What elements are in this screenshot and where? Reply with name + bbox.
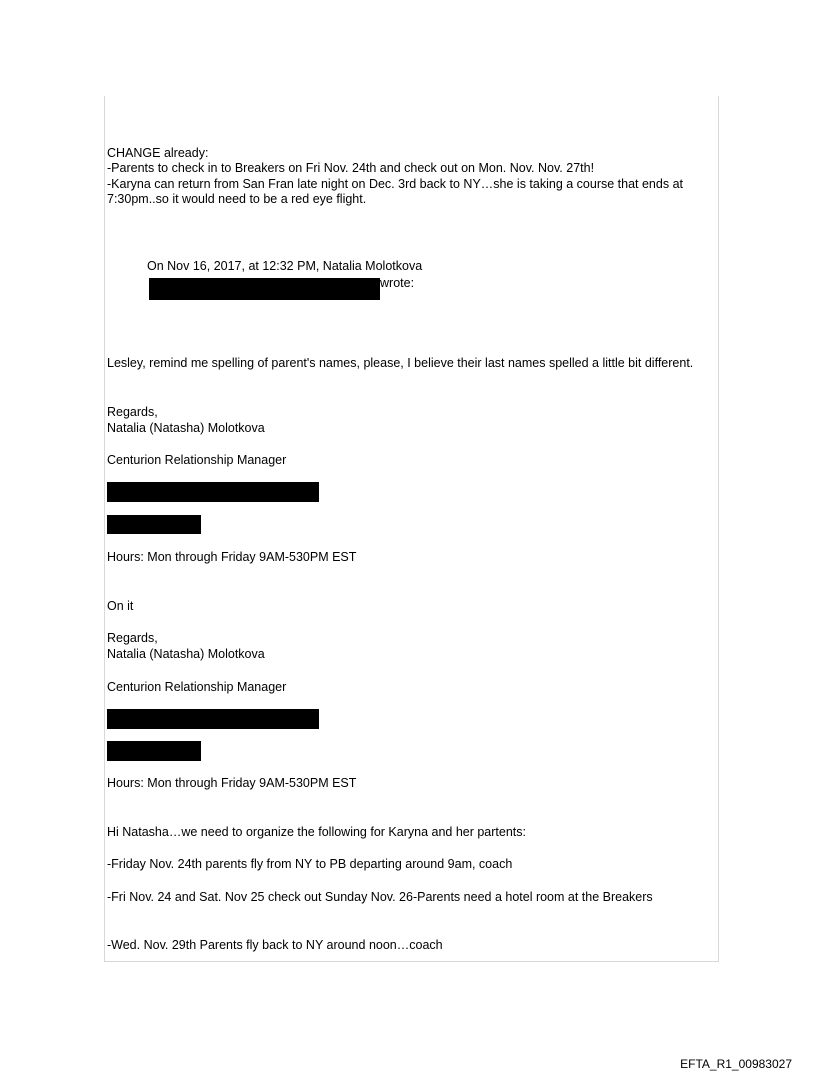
redaction-phone-1 (107, 515, 201, 534)
message2-signature-title: Centurion Relationship Manager (107, 680, 287, 694)
message1-signature-title: Centurion Relationship Manager (107, 453, 287, 467)
message3-intro: Hi Natasha…we need to organize the following for Karyna and her partents: (107, 825, 526, 839)
message1-hours: Hours: Mon through Friday 9AM-530PM EST (107, 550, 357, 564)
message1-signature-name: Natalia (Natasha) Molotkova (107, 421, 265, 435)
message1-body: Lesley, remind me spelling of parent's names, please, I believe their last names spelled a little bit different. (107, 356, 694, 370)
message3-item-flight-out: -Friday Nov. 24th parents fly from NY to PB departing around 9am, coach (107, 857, 513, 871)
document-id: EFTA_R1_00983027 (680, 1057, 792, 1071)
redaction-email (149, 278, 380, 300)
quote-wrote: wrote: (380, 276, 415, 290)
change-line-parents: -Parents to check in to Breakers on Fri Nov. 24th and check out on Mon. Nov. Nov. 27th! (107, 161, 595, 175)
change-heading: CHANGE already: (107, 146, 209, 160)
change-line-karyna: -Karyna can return from San Fran late night on Dec. 3rd back to NY…she is taking a course that ends at 7:30pm..so it would need to be a red eye flight. (107, 177, 683, 206)
message3-item-flight-back: -Wed. Nov. 29th Parents fly back to NY around noon…coach (107, 938, 443, 952)
message2-body: On it (107, 599, 134, 613)
redaction-contact-1 (107, 482, 319, 502)
message2-regards: Regards, (107, 631, 158, 645)
message1-regards: Regards, (107, 405, 158, 419)
redaction-contact-2 (107, 709, 319, 729)
redaction-phone-2 (107, 741, 201, 761)
message2-hours: Hours: Mon through Friday 9AM-530PM EST (107, 776, 357, 790)
message2-signature-name: Natalia (Natasha) Molotkova (107, 647, 265, 661)
quote-header: On Nov 16, 2017, at 12:32 PM, Natalia Molotkova (147, 259, 423, 273)
message3-item-hotel: -Fri Nov. 24 and Sat. Nov 25 check out Sunday Nov. 26-Parents need a hotel room at the Breakers (107, 890, 653, 904)
